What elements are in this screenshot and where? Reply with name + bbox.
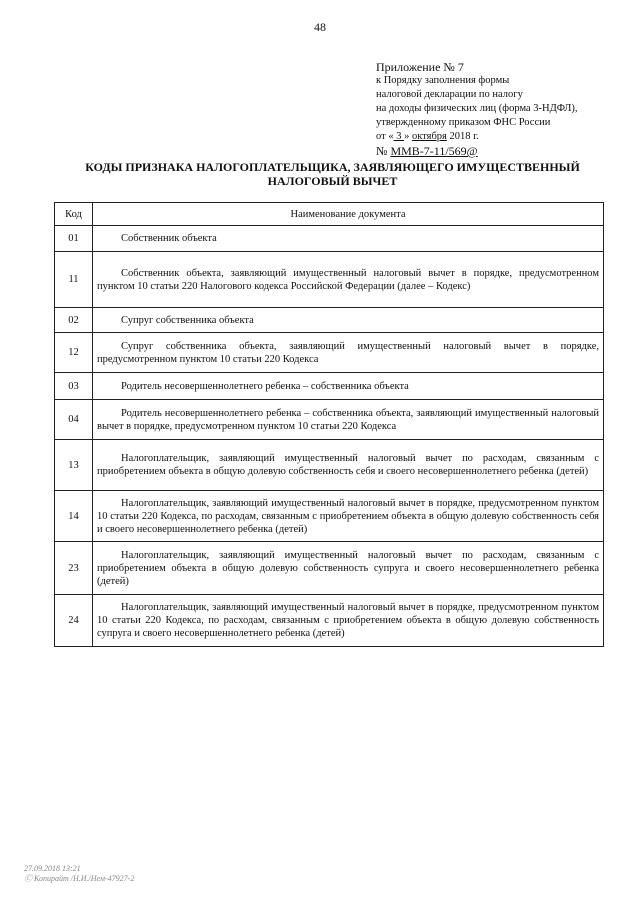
table-row bbox=[55, 400, 604, 440]
row-code: 23 bbox=[55, 542, 93, 595]
title-line-1: КОДЫ ПРИЗНАКА НАЛОГОПЛАТЕЛЬЩИКА, ЗАЯВЛЯЮЩЕГО ИМУЩЕСТВЕННЫЙ bbox=[85, 160, 580, 174]
footer-copyright: Ⓒ Копирайт /Н.И./Нем-47927-2 bbox=[24, 874, 135, 883]
row-text: Супруг собственника объекта, заявляющий имущественный налоговый вычет в порядке, предусмотренном пунктом 10 статьи 220 Кодекса bbox=[93, 333, 604, 373]
table-row bbox=[55, 595, 604, 647]
row-text: Налогоплательщик, заявляющий имущественный налоговый вычет по расходам, связанным с приобретением объекта в общую долевую собственность супруга и своего несовершеннолетнего ребенка (детей) bbox=[93, 542, 604, 595]
row-code: 12 bbox=[55, 333, 93, 373]
row-text: Налогоплательщик, заявляющий имущественный налоговый вычет в порядке, предусмотренном пунктом 10 статьи 220 Кодекса, по расходам, связанным с приобретением объекта в общую долевую собственность себя и своего несовершеннолетнего ребенка (детей) bbox=[93, 491, 604, 542]
row-text: Родитель несовершеннолетнего ребенка – собственника объекта bbox=[93, 373, 604, 400]
table-row bbox=[55, 252, 604, 308]
date-year: 2018 г. bbox=[446, 131, 479, 142]
title-line-2: НАЛОГОВЫЙ ВЫЧЕТ bbox=[267, 174, 398, 188]
date-day: 3 bbox=[393, 131, 405, 142]
row-code: 02 bbox=[55, 308, 93, 333]
table-row bbox=[55, 226, 604, 252]
appendix-block bbox=[376, 60, 626, 158]
header-code: Код bbox=[55, 203, 93, 226]
date-quote-close: » bbox=[404, 131, 412, 142]
page-number: 48 bbox=[314, 20, 326, 34]
row-text: Собственник объекта bbox=[93, 226, 604, 252]
order-number: ММВ-7-11/569@ bbox=[390, 144, 478, 158]
row-text: Родитель несовершеннолетнего ребенка – собственника объекта, заявляющий имущественный налоговый вычет в порядке, предусмотренном пунктом 10 статьи 220 Кодекса bbox=[93, 400, 604, 440]
row-code: 13 bbox=[55, 440, 93, 491]
table-header-row bbox=[55, 203, 604, 226]
table-row bbox=[55, 373, 604, 400]
header-name: Наименование документа bbox=[93, 203, 604, 226]
date-month: октября bbox=[411, 131, 447, 142]
table-row bbox=[55, 491, 604, 542]
appendix-line-3: налоговой декларации по налогу bbox=[376, 89, 523, 100]
table-row bbox=[55, 440, 604, 491]
row-code: 03 bbox=[55, 373, 93, 400]
codes-table bbox=[54, 202, 604, 647]
row-code: 04 bbox=[55, 400, 93, 440]
footer-stamp bbox=[24, 864, 134, 884]
order-prefix: № bbox=[376, 144, 391, 158]
row-text: Налогоплательщик, заявляющий имущественный налоговый вычет по расходам, связанным с приобретением объекта в общую долевую собственность себя и своего несовершеннолетнего ребенка (детей) bbox=[93, 440, 604, 491]
row-text: Супруг собственника объекта bbox=[93, 308, 604, 333]
appendix-title: Приложение № 7 bbox=[376, 60, 464, 74]
row-code: 14 bbox=[55, 491, 93, 542]
order-number-line bbox=[376, 144, 626, 158]
document-title bbox=[60, 160, 605, 188]
appendix-date bbox=[376, 130, 626, 144]
row-code: 01 bbox=[55, 226, 93, 252]
appendix-line-2: к Порядку заполнения формы bbox=[376, 75, 510, 86]
footer-timestamp: 27.09.2018 13:21 bbox=[24, 864, 81, 873]
row-code: 11 bbox=[55, 252, 93, 308]
appendix-line-4: на доходы физических лиц (форма 3-НДФЛ), bbox=[376, 103, 578, 114]
table-row bbox=[55, 542, 604, 595]
table-row bbox=[55, 333, 604, 373]
table-row bbox=[55, 308, 604, 333]
date-prefix: от « bbox=[376, 131, 394, 142]
row-code: 24 bbox=[55, 595, 93, 647]
appendix-line-5: утвержденному приказом ФНС России bbox=[376, 117, 551, 128]
row-text: Собственник объекта, заявляющий имущественный налоговый вычет в порядке, предусмотренном пунктом 10 статьи 220 Налогового кодекса Российской Федерации (далее – Кодекс) bbox=[93, 252, 604, 308]
row-text: Налогоплательщик, заявляющий имущественный налоговый вычет в порядке, предусмотренном пунктом 10 статьи 220 Кодекса, по расходам, связанным с приобретением объекта в общую долевую собственность супруга и своего несовершеннолетнего ребенка (детей) bbox=[93, 595, 604, 647]
